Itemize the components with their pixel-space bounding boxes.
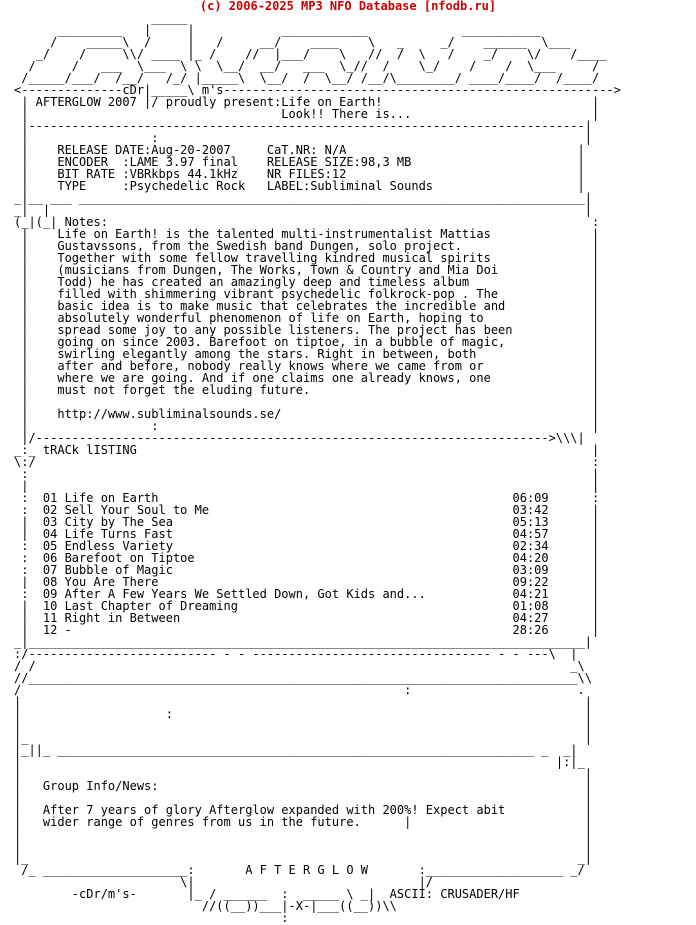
site-header: (c) 2006-2025 MP3 NFO Database [nfodb.ru] xyxy=(199,0,497,13)
nfo-ascii-art: _____ _________ | | ____________ ___________ / _____\ / | / __/ ____ \ _ _/ ______ \___ _/ / \\/ ____ |_ / // |___/ \ // / \ / _/ \/ /____ / / ___ \___ \ \ \__/ __/ ___ \_// / \_/ / / \___ / /_____/___/ /__/ /_/ |_____\ \__/ / \__/ /__/\________/ ____/____/ /____/ <--------------cDr|_____\ m's------------------------------------------------------> | AFTERGLOW 2007 |/ proudly present:Life on Earth! | | Look!! There is... | |-----------------------------------------------------------------------------| | : | | RELEASE DATE:Aug-20-2007 CaT.NR: N/A | | ENCODER :LAME 3.97 final RELEASE SIZE:98,3 MB | | BIT RATE :VBRkbps 44.1kHz NR FILES:12 | | TYPE :Psychedelic Rock LABEL:Subliminal Sounds | _|__ ___ ______________________________________________________________________| _| | | (_|(_| Notes: : | Life on Earth! is the talented multi-instrumentalist Mattias | | Gustavssons, from the Swedish band Dungen, solo project. | | Together with some fellow travelling kindred musical spirits | | (musicians from Dungen, The Works, Town & Country and Mia Doi | | Todd) he has created an amazingly deep and timeless album | | filled with shimmering vibrant psychedelic folkrock-pop . The | | basic idea is to make music that celebrates the incredible and | | absolutely wonderful phenomenon of life on Earth, hoping to | | spread some joy to any possible listeners. The project has been | | going on since 2003. Barefoot on tiptoe, in a bubble of magic, | | swirling elegantly among the stars. Right in between, both | | after and before, nobody really knows where we came from or | | where we are going. And if one claims one already knows, one | | must not forget the eluding future. | | | | http://www.subliminalsounds.se/ | | : | |/----------------------------------------------------------------------->\\\| _:_ tRACk lISTING | \:/ : : | | | : 01 Life on Earth 06:09 : : 02 Sell Your Soul to Me 03:42 | | 03 City by The Sea 05:13 | | 04 Life Turns Fast 04:57 | : 05 Endless Variety 02:34 | : 06 Barefoot on Tiptoe 04:20 | : 07 Bubble of Magic 03:09 | | 08 You Are There 09:22 | : 09 After A Few Years We Settled Down, Got Kids and... 04:21 | | 10 Last Chapter of Dreaming 01:08 | | 11 Right in Between 04:27 | | 12 - 28:26 | _|_____________________________________________________________________________| :/-------------------------- - - --------------------------------- - - ---\ | / / _\ //____________________________________________________________________________\\ / : . | | | : | | | |_ | |_||_ __________________________________________________________________ _ _| | |:|_ | | | Group Info/News: | | | | After 7 years of glory Afterglow expanded with 200%! Expect abit | | wider range of genres from us in the future. | | | | | | |_ _| /_ ____________________: A F T E R G L O W :___________________ _/ \| |/ -cDr/m's- |_ / ______ : _____ \ _| ASCII: CRUSADER/HF //((__))___|-X-|___((__))\\ : xyxy=(14,11,621,925)
